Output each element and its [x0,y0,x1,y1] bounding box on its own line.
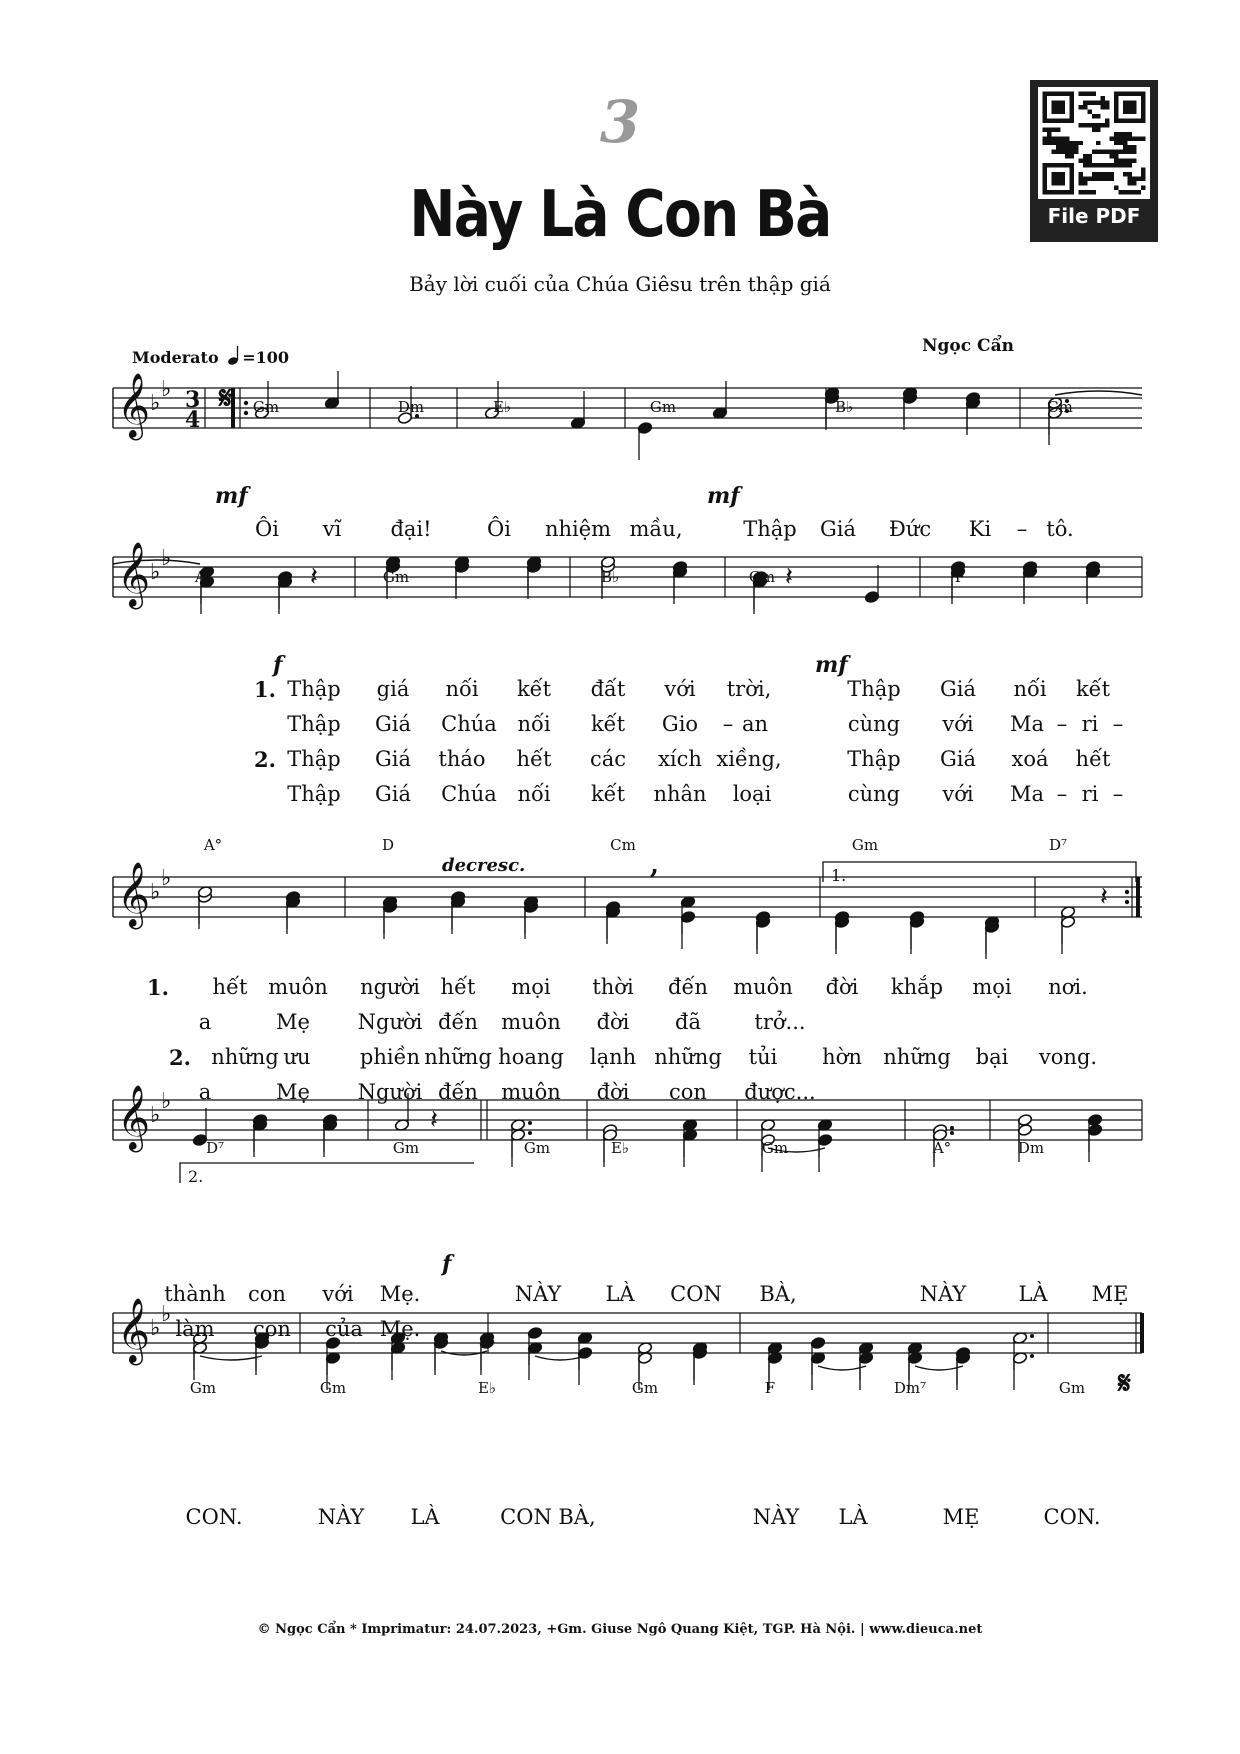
lyric-syllable: LÀ [605,1282,635,1306]
lyric-syllable: với [664,677,696,701]
chord-symbol: Gm [851,836,879,854]
lyric-syllable: Người [357,1010,423,1034]
lyric-syllable: kết [516,677,552,701]
lyric-syllable: 1. [147,975,169,1000]
lyric-syllable: đất [590,677,626,701]
copyright-footer: © Ngọc Cẩn * Imprimatur: 24.07.2023, +Gm. Giuse Ngô Quang Kiệt, TGP. Hà Nội. | www.dieuca.net [257,1622,983,1637]
time-sig-bottom: 4 [185,407,201,433]
breath-mark: , [650,850,660,880]
lyric-syllable: đời [825,975,859,999]
chord-symbol: B♭ [600,568,620,586]
flat-icon: ♭ [150,1316,161,1341]
chord-symbol: E♭ [477,1379,497,1397]
lyric-syllable: cùng [847,782,901,806]
chord-symbol: Dm [397,398,425,416]
lyric-syllable: với [322,1282,354,1306]
flat-icon: ♭ [150,880,161,905]
chord-symbol: A° [203,836,223,854]
time-sig-top: 3 [185,387,201,413]
dynamic-decresc: decresc. [442,855,526,876]
dynamic-mf: mf [215,483,248,509]
lyric-syllable: đến [438,1080,478,1104]
chord-symbol: Gm [382,568,410,586]
lyric-syllable: – [1056,782,1068,806]
lyric-syllable: những [883,1045,951,1069]
chord-symbol: A° [194,568,214,586]
lyric-syllable: những [424,1045,492,1069]
lyric-syllable: lạnh [589,1045,637,1069]
lyric-syllable: Ôi [255,517,279,541]
lyric-syllable: Ma [1009,712,1045,736]
lyric-syllable: mọi [511,975,551,999]
lyric-syllable: Thập [287,747,341,771]
volta-label-2: 2. [188,1167,204,1186]
lyric-syllable: LÀ [838,1505,868,1529]
lyric-syllable: được... [744,1080,816,1104]
lyric-syllable: đến [668,975,708,999]
quarter-rest-icon: 𝄽 [785,562,793,592]
lyric-syllable: đời [596,1010,630,1034]
dynamic-mf: mf [815,652,848,678]
lyric-syllable: – [1112,782,1124,806]
lyric-syllable: NÀY [752,1505,800,1529]
lyric-syllable: ri [1081,782,1099,806]
quarter-rest-icon: 𝄽 [430,1105,438,1135]
pdf-file-label: File PDF [1047,204,1141,228]
chord-symbol: Gm [189,1379,217,1397]
lyric-syllable: – [722,712,734,736]
lyric-syllable: Mẹ. [379,1317,421,1341]
chord-symbol: Gm [748,568,776,586]
quarter-rest-icon: 𝄽 [1100,882,1108,912]
treble-clef-icon: 𝄞 [117,1085,151,1150]
lyric-syllable: bại [975,1045,1009,1069]
song-number: 3 [599,88,641,156]
lyric-syllable: NÀY [514,1282,562,1306]
lyric-syllable: 2. [254,747,276,772]
tempo-text: Moderato [132,348,219,367]
lyric-syllable: a [198,1080,212,1104]
lyric-syllable: đời [596,1080,630,1104]
lyric-syllable: MẸ [1091,1282,1129,1306]
lyric-syllable: muôn [501,1010,561,1034]
lyric-syllable: nhiệm [544,517,612,541]
lyric-syllable: Thập [287,712,341,736]
lyric-syllable: xoá [1011,747,1049,771]
lyric-syllable: nối [517,712,551,736]
flat-icon: ♭ [150,560,161,585]
chord-symbol: Gm [523,1139,551,1157]
lyric-syllable: xích [658,747,702,771]
flat-icon: ♭ [150,391,161,416]
lyric-syllable: hoang [498,1045,564,1069]
lyric-syllable: trời, [726,677,772,701]
chord-symbol: Cm [610,836,636,854]
lyric-syllable: Thập [847,747,901,771]
lyric-syllable: Giá [374,712,412,736]
chord-symbol: B♭ [834,398,854,416]
treble-clef-icon: 𝄞 [117,862,151,927]
composer: Ngọc Cẩn [922,336,1014,356]
flat-icon: ♭ [150,1103,161,1128]
lyric-syllable: muôn [733,975,793,999]
lyric-syllable: hết [1075,747,1111,771]
lyric-syllable: đã [675,1010,701,1034]
chord-symbol: Gm [252,398,280,416]
lyric-syllable: những [654,1045,722,1069]
lyric-syllable: Thập [743,517,797,541]
lyric-syllable: cùng [847,712,901,736]
quarter-rest-icon: 𝄽 [310,562,318,592]
lyric-syllable: – [1016,517,1028,541]
lyric-syllable: 1. [254,677,276,702]
chord-symbol: Gm [649,398,677,416]
lyric-syllable: nơi. [1048,975,1088,999]
lyric-syllable: Thập [287,677,341,701]
treble-clef-icon: 𝄞 [117,1298,151,1363]
lyric-syllable: Chúa [441,712,497,736]
lyric-syllable: nhân [653,782,707,806]
song-subtitle: Bảy lời cuối của Chúa Giêsu trên thập giá [409,272,831,296]
lyric-syllable: muôn [501,1080,561,1104]
lyric-syllable: đến [438,1010,478,1034]
lyric-syllable: phiền [359,1045,421,1069]
flat-icon: ♭ [161,377,172,402]
lyric-syllable: CON [670,1282,722,1306]
lyric-syllable: Ôi [487,517,511,541]
treble-clef-icon: 𝄞 [117,373,151,438]
lyric-syllable: thời [592,975,634,999]
lyric-syllable: thành [164,1282,226,1306]
segno-icon: 𝄋 [219,381,232,416]
chord-symbol: F [764,1379,776,1397]
lyric-syllable: LÀ [1018,1282,1048,1306]
lyric-syllable: – [1056,712,1068,736]
lyric-syllable: mọi [972,975,1012,999]
chord-symbol: Dm⁷ [893,1379,927,1397]
lyric-syllable: loại [732,782,772,806]
chord-symbol: Cm [1047,398,1073,416]
lyric-syllable: với [942,712,974,736]
lyric-syllable: LÀ [410,1505,440,1529]
lyric-syllable: khắp [890,975,944,999]
dynamic-mf: mf [707,483,740,509]
chord-symbol: E♭ [492,398,512,416]
lyric-syllable: Người [357,1080,423,1104]
flat-icon: ♭ [161,1302,172,1327]
lyric-syllable: Giá [374,782,412,806]
lyric-syllable: CON. [185,1505,243,1529]
lyric-syllable: đại! [390,517,432,541]
chord-symbol: Gm [1058,1379,1086,1397]
lyric-syllable: kết [590,712,626,736]
lyric-syllable: nối [517,782,551,806]
lyric-syllable: vĩ [322,517,342,541]
lyric-syllable: CON [500,1505,552,1529]
lyric-syllable: xiềng, [716,747,782,771]
lyric-syllable: an [741,712,769,736]
lyric-syllable: Ki [968,517,992,541]
lyric-syllable: kết [590,782,626,806]
chord-symbol: D⁷ [1048,836,1068,854]
lyric-syllable: BÀ, [759,1282,797,1306]
lyric-syllable: giá [376,677,410,701]
lyric-syllable: hết [516,747,552,771]
lyric-syllable: con [248,1282,286,1306]
lyric-syllable: CON. [1043,1505,1101,1529]
lyric-syllable: tủi [748,1045,778,1069]
lyric-syllable: con [669,1080,707,1104]
chord-symbol: E♭ [610,1139,630,1157]
lyric-syllable: Giá [939,677,977,701]
lyric-syllable: Giá [939,747,977,771]
lyric-syllable: vong. [1038,1045,1098,1069]
flat-icon: ♭ [161,1089,172,1114]
lyric-syllable: BÀ, [558,1505,596,1529]
lyric-syllable: MẸ [942,1505,980,1529]
chord-symbol: A° [932,1139,952,1157]
lyric-syllable: ri [1081,712,1099,736]
flat-icon: ♭ [161,866,172,891]
lyric-syllable: kết [1075,677,1111,701]
lyric-syllable: – [1112,712,1124,736]
lyric-syllable: Gio [661,712,699,736]
lyric-syllable: con [253,1317,291,1341]
flat-icon: ♭ [161,546,172,571]
volta-label-1: 1. [831,866,847,885]
lyric-syllable: với [942,782,974,806]
lyric-syllable: Đức [888,517,932,541]
lyric-syllable: Mẹ [276,1010,310,1034]
chord-symbol: Gm [392,1139,420,1157]
lyric-syllable: hết [212,975,248,999]
lyric-syllable: Mẹ. [379,1282,421,1306]
lyric-syllable: muôn [268,975,328,999]
lyric-syllable: tô. [1046,517,1074,541]
dynamic-f: f [273,652,283,678]
lyric-syllable: làm [175,1317,215,1341]
lyric-syllable: ưu [283,1045,311,1069]
tempo-bpm: =100 [242,348,289,367]
segno-icon: 𝄋 [1118,1366,1131,1401]
lyric-syllable: hết [440,975,476,999]
lyric-syllable: a [198,1010,212,1034]
lyric-syllable: Mẹ [276,1080,310,1104]
lyric-syllable: những [211,1045,279,1069]
chord-symbol: D [381,836,395,854]
lyric-syllable: NÀY [317,1505,365,1529]
chord-symbol: Gm [761,1139,789,1157]
lyric-syllable: tháo [438,747,486,771]
lyric-syllable: trở... [754,1010,806,1034]
dynamic-f: f [442,1251,452,1277]
chord-symbol: Gm [319,1379,347,1397]
lyric-syllable: người [360,975,420,999]
lyric-syllable: Thập [287,782,341,806]
lyric-syllable: NÀY [919,1282,967,1306]
song-title: Này Là Con Bà [409,178,831,252]
lyric-syllable: Ma [1009,782,1045,806]
lyric-syllable: Chúa [441,782,497,806]
lyric-syllable: của [325,1317,363,1341]
lyric-syllable: nối [1013,677,1047,701]
lyric-syllable: Thập [847,677,901,701]
lyric-syllable: nối [445,677,479,701]
chord-symbol: D⁷ [205,1139,225,1157]
chord-symbol: Gm [631,1379,659,1397]
lyric-syllable: Giá [374,747,412,771]
chord-symbol: Dm [1017,1139,1045,1157]
lyric-syllable: các [589,747,627,771]
lyric-syllable: hờn [822,1045,862,1069]
lyric-syllable: mầu, [629,517,683,541]
chord-symbol: F [954,568,966,586]
lyric-syllable: 2. [169,1045,191,1070]
lyric-syllable: Giá [819,517,857,541]
treble-clef-icon: 𝄞 [117,542,151,607]
